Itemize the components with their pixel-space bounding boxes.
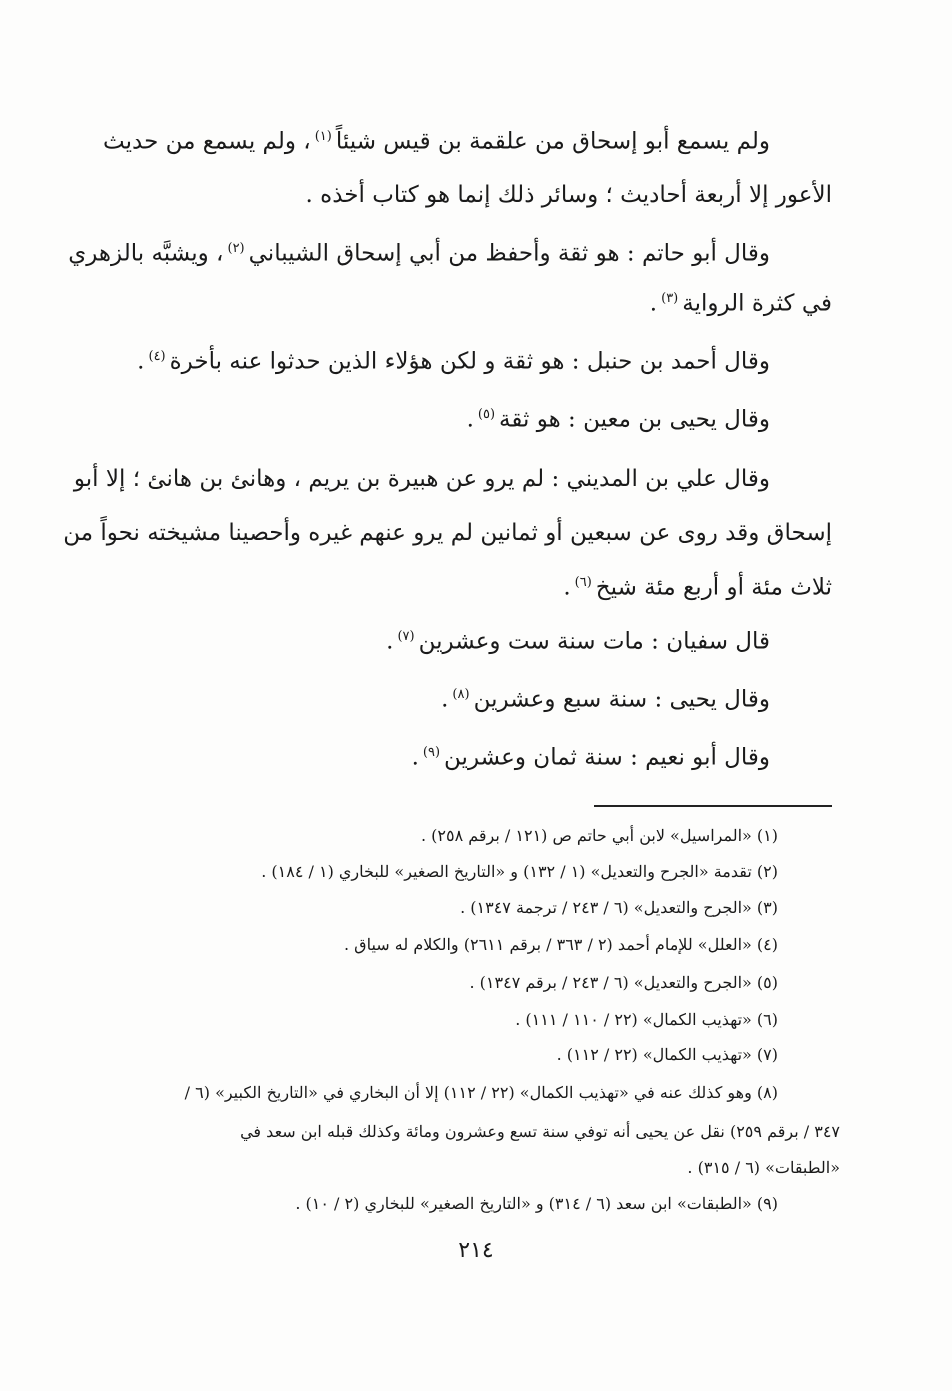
text-line-2: الأعور إلا أربعة أحاديث ؛ وسائر ذلك إنما هو كتاب أخذه . xyxy=(305,182,832,208)
text-segment: . xyxy=(137,348,145,375)
text-line-10 xyxy=(112,630,832,654)
text-line-3 xyxy=(68,240,832,267)
text-line-7: وقال علي بن المديني : لم يرو عن هبيرة بن يريم ، وهانئ بن هانئ ؛ إلا أبو xyxy=(73,466,770,492)
footnote-4: (٤) «العلل» للإمام أحمد (٢ / ٣٦٣ / برقم ٢٦١١) والكلام له سياق . xyxy=(344,935,778,954)
text-segment: . xyxy=(466,406,474,433)
footnote-ref-2[interactable]: (٢) xyxy=(227,241,245,256)
footnote-9: (٩) «الطبقات» ابن سعد (٦ / ٣١٤) و «التاريخ الصغير» للبخاري (٢ / ١٠) . xyxy=(295,1194,778,1213)
text-segment: . xyxy=(441,686,449,713)
page-number: ٢١٤ xyxy=(458,1238,494,1263)
text-segment: قال سفيان : مات سنة ست وعشرين xyxy=(418,628,770,655)
text-segment: في كثرة الرواية xyxy=(682,290,832,317)
footnote-ref-7[interactable]: (٧) xyxy=(397,629,415,644)
text-segment: وقال يحيى : سنة سبع وعشرين xyxy=(473,686,770,713)
text-line-4 xyxy=(112,292,832,316)
text-segment: وقال أحمد بن حنبل : هو ثقة و لكن هؤلاء الذين حدثوا عنه بأخرة xyxy=(169,348,770,375)
text-line-5 xyxy=(112,350,832,374)
footnote-3: (٣) «الجرح والتعديل» (٦ / ٢٤٣ / ترجمة ١٣٤٧) . xyxy=(460,898,778,917)
footnote-separator xyxy=(594,805,832,807)
footnote-ref-6[interactable]: (٦) xyxy=(574,575,592,590)
footnote-8-line-3: «الطبقات» (٦ / ٣١٥) . xyxy=(687,1158,840,1177)
footnote-1: (١) «المراسيل» لابن أبي حاتم ص (١٢١ / برقم ٢٥٨) . xyxy=(420,826,778,845)
text-segment: وقال أبو نعيم : سنة ثمان وعشرين xyxy=(444,744,770,771)
text-segment: ولم يسمع أبو إسحاق من علقمة بن قيس شيئاً xyxy=(335,128,770,155)
text-segment: ، ولم يسمع من حديث xyxy=(103,128,311,155)
text-segment: . xyxy=(649,290,658,317)
footnote-ref-9[interactable]: (٩) xyxy=(422,745,441,760)
text-segment: . xyxy=(411,744,419,771)
text-line-9 xyxy=(112,576,832,600)
footnote-ref-4[interactable]: (٤) xyxy=(148,349,166,364)
footnote-ref-8[interactable]: (٨) xyxy=(452,687,470,702)
footnote-ref-3[interactable]: (٣) xyxy=(661,291,679,306)
text-line-8: إسحاق وقد روى عن سبعين أو ثمانين لم يرو عنهم غيره وأحصينا مشيخته نحواً من xyxy=(63,520,832,546)
text-segment: . xyxy=(563,574,571,601)
text-segment: ثلاث مئة أو أربع مئة شيخ xyxy=(595,574,832,601)
footnote-ref-5[interactable]: (٥) xyxy=(477,407,496,422)
footnote-8-line-2: ٣٤٧ / برقم ٢٥٩) نقل عن يحيى أنه توفي سنة تسع وعشرون ومائة وكذلك قبله ابن سعد في xyxy=(240,1122,840,1141)
text-segment: وقال أبو حاتم : هو ثقة وأحفظ من أبي إسحاق الشيباني xyxy=(248,240,770,267)
text-segment: . xyxy=(386,628,394,655)
text-line-1 xyxy=(103,128,832,155)
text-segment: ، ويشبَّه بالزهري xyxy=(68,240,224,267)
footnote-5: (٥) «الجرح والتعديل» (٦ / ٢٤٣ / برقم ١٣٤٧) . xyxy=(469,973,778,992)
footnote-7: (٧) «تهذيب الكمال» (٢٢ / ١١٢) . xyxy=(556,1045,778,1064)
footnote-ref-1[interactable]: (١) xyxy=(314,129,332,144)
footnote-6: (٦) «تهذيب الكمال» (٢٢ / ١١٠ / ١١١) . xyxy=(515,1010,778,1029)
text-segment: وقال يحيى بن معين : هو ثقة xyxy=(499,406,770,433)
footnote-8-line-1: (٨) وهو كذلك عنه في «تهذيب الكمال» (٢٢ / ١١٢) إلا أن البخاري في «التاريخ الكبير» (٦ / xyxy=(184,1083,778,1102)
text-line-6 xyxy=(112,408,832,432)
text-line-11 xyxy=(112,688,832,712)
text-line-12 xyxy=(112,746,832,770)
footnote-2: (٢) تقدمة «الجرح والتعديل» (١ / ١٣٢) و «التاريخ الصغير» للبخاري (١ / ١٨٤) . xyxy=(261,862,778,881)
